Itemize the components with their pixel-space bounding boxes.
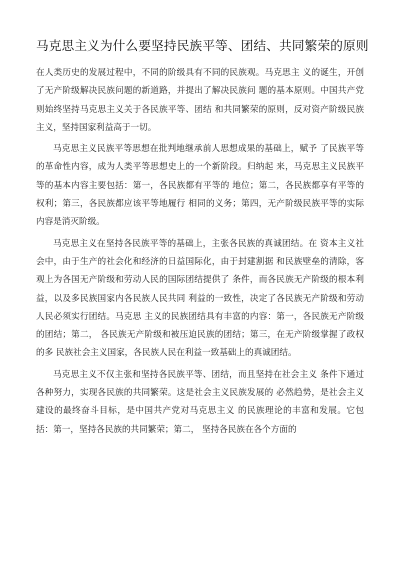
paragraph-unity: 马克思主义在坚持各民族平等的基础上，主张各民族的真诚团结。在 资本主义社会中，由于生产的社会化和经济的日益国际化，由于封建割据 和民族壁垒的清除，客观上为各国无产阶级和劳动人民的国际团结提供了 条件，而各民族无产阶级的根本利益，以及多民族国家内各民族人民共同 利益的一致性，决定了各民族无产阶级和劳动人民必须实行团结。马克思 主义的民族团结具有丰富的内容：第一，各民族无产阶级的团结；第二， 各民族无产阶级和被压迫民族的团结；第三，在无产阶级掌握了政权的多 民族社会主义国家，各民族人民在利益一致基础上的真诚团结。: [36, 238, 364, 359]
paragraph-equality: 马克思主义民族平等思想在批判地继承前人思想成果的基础上，赋予 了民族平等的革命性内容，成为人类平等思想史上的一个新阶段。归纳起 来，马克思主义民族平等的基本内容主要包括：第一，各民族都有平等的 地位；第二，各民族都享有平等的权利；第三，各民族都应该平等地履行 相同的义务；第四，无产阶级民族平等的实际内容是消灭阶级。: [36, 144, 364, 228]
paragraph-prosperity: 马克思主义不仅主张和坚持各民族平等、团结，而且坚持在社会主义 条件下通过各种努力，实现各民族的共同繁荣。这是社会主义民族发展的 必然趋势，是社会主义建设的最终奋斗目标，是中国共产党对马克思主义 的民族理论的丰富和发展。它包括：第一，坚持各民族的共同繁荣；第二， 坚持各民族在各个方面的: [36, 369, 364, 435]
paragraph-intro: 在人类历史的发展过程中，不同的阶级具有不同的民族观。马克思主 义的诞生，开创了无产阶级解决民族问题的新道路，并提出了解决民族问 题的基本原则。中国共产党则始终坚持马克思主义关于各民族平等、团结 和共同繁荣的原则，反对资产阶级民族主义，坚持国家利益高于一切。: [36, 68, 364, 133]
document-title: 马克思主义为什么要坚持民族平等、团结、共同繁荣的原则: [36, 38, 369, 53]
